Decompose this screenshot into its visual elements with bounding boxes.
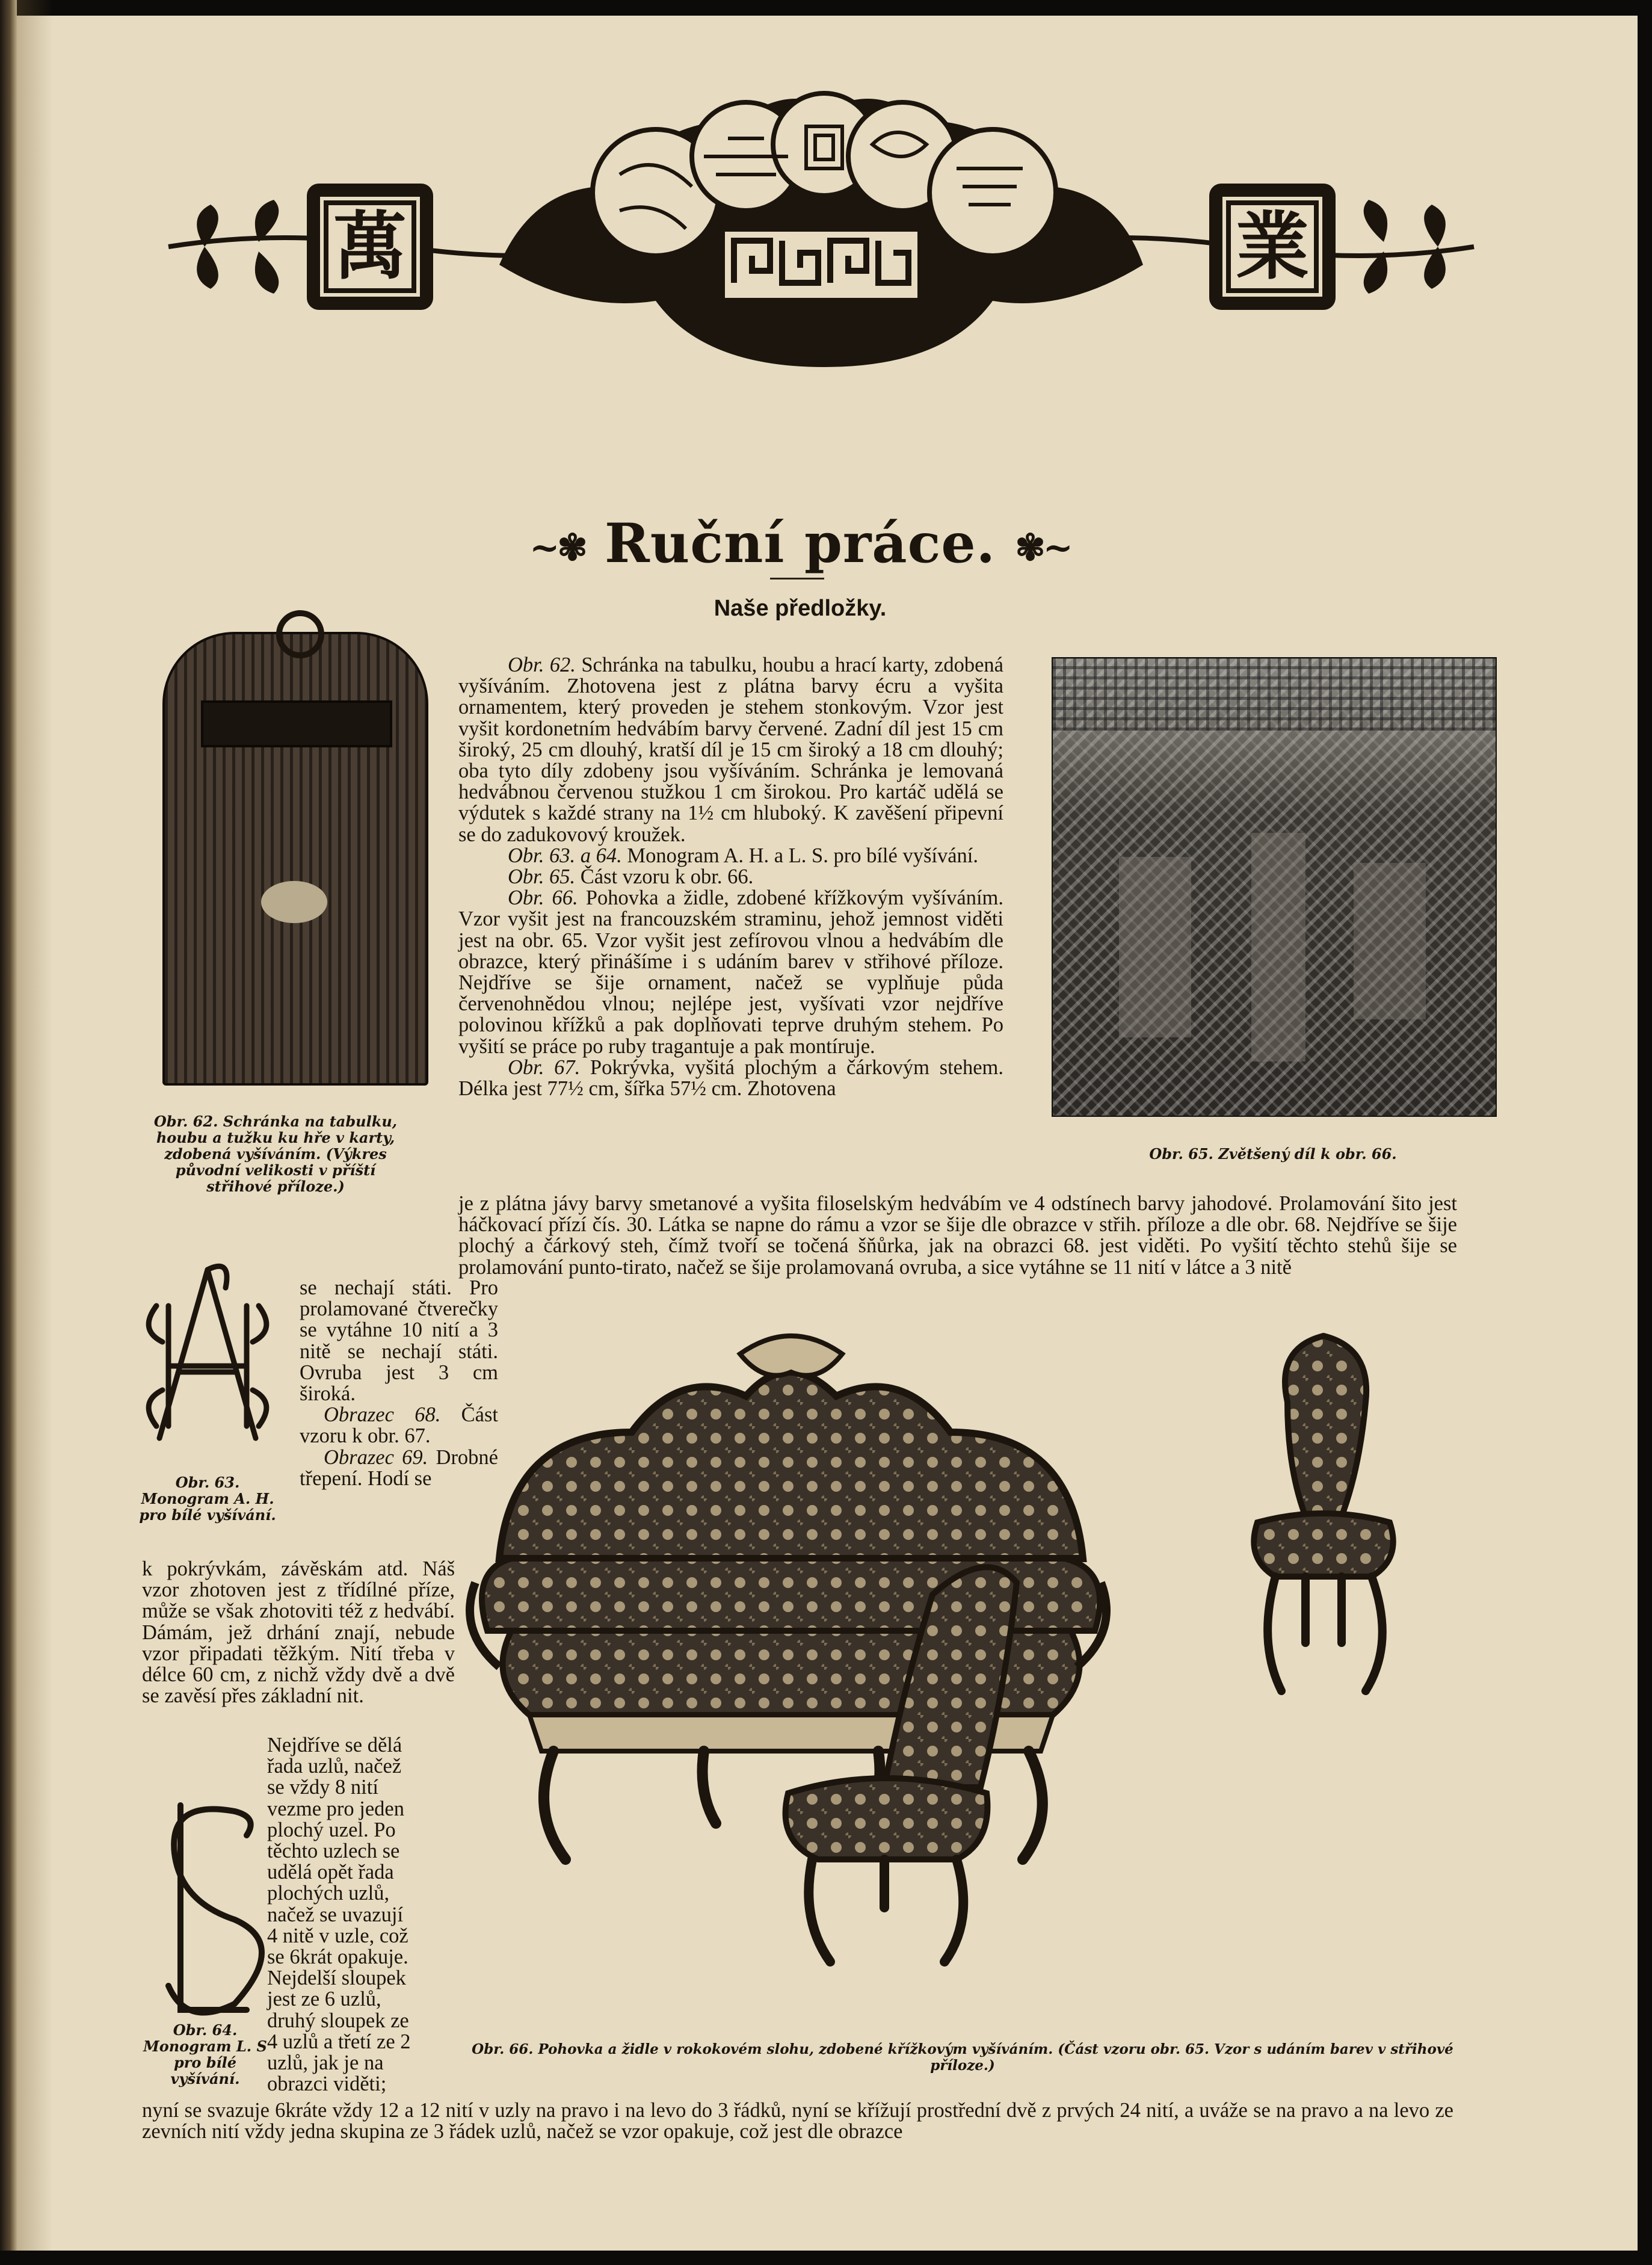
paragraph-63: Obr. 63. a 64. Monogram A. H. a L. S. pro bílé vyšívání. xyxy=(508,844,978,867)
figure-66-caption-box xyxy=(469,2041,1456,2074)
paragraph-66: Obr. 66. Pohovka a židle, zdobené křížkovým vyšíváním. Vzor vyšit jest na francouzském straminu, jehož jemnost viděti jest na obr. 65. Vzor vyšit jest zefírovou vlnou a hedvábím dle obrazce, který přinášíme i s udáním barev v střihové příloze. Nejdříve se šije ornament, načež se vyplňuje půda červenohnědou vlnou; nejlépe jest, vyšívati vzor nejdříve polovinou křížků a pak doplňovati teprve druhým stehem. Po vyšití se práce po ruby tragantuje a pak montíruje. xyxy=(458,886,1003,1058)
figure-63-caption-box xyxy=(132,1474,283,1523)
figure-65-image xyxy=(1052,657,1497,1117)
paragraph-68: Obrazec 68. Část vzoru k obr. 67. xyxy=(300,1403,498,1448)
article-column xyxy=(458,655,1003,1099)
paragraph-65: Obr. 65. Část vzoru k obr. 66. xyxy=(508,865,754,889)
figure-66-caption: Obr. 66. Pohovka a židle v rokokovém slohu, zdobené křížkovým vyšíváním. (Část vzoru obr. 65. Vzor s udáním barev v střihové příloze.) xyxy=(472,2041,1453,2074)
figure-64-monogram-icon xyxy=(144,1787,271,2028)
right-emblem-glyph: 業 xyxy=(1236,204,1309,289)
article-bottom-lines xyxy=(142,2100,1453,2142)
paragraph-69-final: nyní se svazuje 6kráte vždy 12 a 12 nití v uzly na pravo i na levo do 3 řádků, nyní se křížují prostřední dvě z prvých 24 nití, a uváže se na pravo a na levo ze zevních nití vždy jedna skupina ze 3 řádek uzlů, načež se vzor opakuje, což jest dle obrazce xyxy=(142,2099,1453,2143)
figure-64-caption-box xyxy=(142,2022,268,2087)
paragraph-67-continued-second: se nechají státi. Pro prolamované čtverečky se vytáhne 10 nití a 3 nitě se nechají státi. Ovruba jest 3 cm široká. xyxy=(300,1276,498,1406)
paragraph-69-continued-second: Nejdříve se dělá řada uzlů, načež se vždy 8 nití vezme pro jeden plochý uzel. Po těchto uzlech se udělá opět řada plochých uzlů, načež se uvazují 4 nitě v uzle, což se 6krát opakuje. Nejdelší sloupek jest ze 6 uzlů, druhý sloupek ze 4 uzlů a třetí ze 2 uzlů, jak je na obrazci viděti; xyxy=(267,1734,411,2096)
title-rule xyxy=(770,578,824,579)
article-left-column xyxy=(142,1559,455,1707)
figure-63-caption: Obr. 63. Monogram A. H. pro bílé vyšívání. xyxy=(139,1474,276,1524)
page-title-text: Ruční práce. xyxy=(604,511,996,575)
book-spine-shadow xyxy=(17,0,53,2265)
figure-62-caption-box xyxy=(142,1113,409,1194)
article-wide-line xyxy=(458,1193,1457,1278)
figure-63-monogram-icon xyxy=(132,1258,283,1462)
paragraph-69: Obrazec 69. Drobné třepení. Hodí se xyxy=(300,1445,498,1490)
figure-62-caption: Obr. 62. Schránka na tabulku, houbu a tužku ku hře v karty, zdobená vyšíváním. (Výkres původní velikosti v příští střihové příloze.) xyxy=(153,1113,398,1195)
figure-62-image xyxy=(162,632,428,1086)
left-emblem-glyph: 萬 xyxy=(333,204,407,289)
scan-bottom-border xyxy=(0,2251,1652,2265)
article-narrow-column-lower xyxy=(267,1735,418,2095)
page-title xyxy=(529,511,1071,575)
figure-64-caption: Obr. 64. Monogram L. S pro bílé vyšívání. xyxy=(143,2021,267,2087)
left-flourish-icon: ~✾ xyxy=(529,527,585,569)
section-subheading: Naše předložky. xyxy=(714,596,887,621)
figure-66-furniture-icon xyxy=(463,1330,1456,2022)
scan-left-border xyxy=(0,0,17,2265)
figure-65-caption-box xyxy=(1052,1146,1494,1162)
figure-65-caption: Obr. 65. Zvětšený díl k obr. 66. xyxy=(1149,1145,1397,1163)
paragraph-69-continued: k pokrývkám, závěskám atd. Náš vzor zhotoven jest z třídílné příze, může se však zhotoviti též z hedvábí. Dámám, jež drhání znají, nebude vzor připadati těžkým. Nití třeba v délce 60 cm, z nichž vždy dvě a dvě se zavěsí přes základní nit. xyxy=(142,1557,455,1708)
scan-right-border xyxy=(1638,0,1652,2265)
right-flourish-icon: ✾~ xyxy=(1015,527,1071,569)
paragraph-67-continued-first: je z plátna jávy barvy smetanové a vyšita filoselským hedvábím ve 4 odstínech barvy jahodové. Prolamování šito jest háčkovací přízí čís. 30. Látka se napne do rámu a vzor se šije dle obrazce v střih. příloze a dle obr. 68. Nejdříve se šije plochý a čárkový steh, čímž tvoří se točená šňůrka, jak na obrazci 68. jest viděti. Po vyšití těchto stehů šije se prolamování punto-tirato, načež se šije prolamovaná ovruba, a sice vytáhne se 11 nití v látce a 3 nitě xyxy=(458,1192,1457,1279)
paragraph-67: Obr. 67. Pokrývka, vyšitá plochým a čárkovým stehem. Délka jest 77½ cm, šířka 57½ cm. Zhotovena xyxy=(458,1055,1003,1101)
scan-top-border xyxy=(0,0,1652,16)
paragraph-62: Obr. 62. Schránka na tabulku, houbu a hrací karty, zdobená vyšíváním. Zhotovena jest z plátna barvy écru a vyšita ornamentem, který proveden je stehem stonkovým. Vzor jest vyšit kordonetním hedvábím barvy červené. Zadní díl jest 15 cm široký, 25 cm dlouhý, kratší díl je 15 cm široký a 18 cm dlouhý; oba tyto díly zdobeny jsou vyšíváním. Schránka je lemovaná hedvábnou červenou stužkou 1 cm širokou. Pro kartáč udělá se výdutek s každé strany na 1½ cm hluboký. K zavěšení připevní se do zadukovový kroužek. xyxy=(458,654,1003,846)
